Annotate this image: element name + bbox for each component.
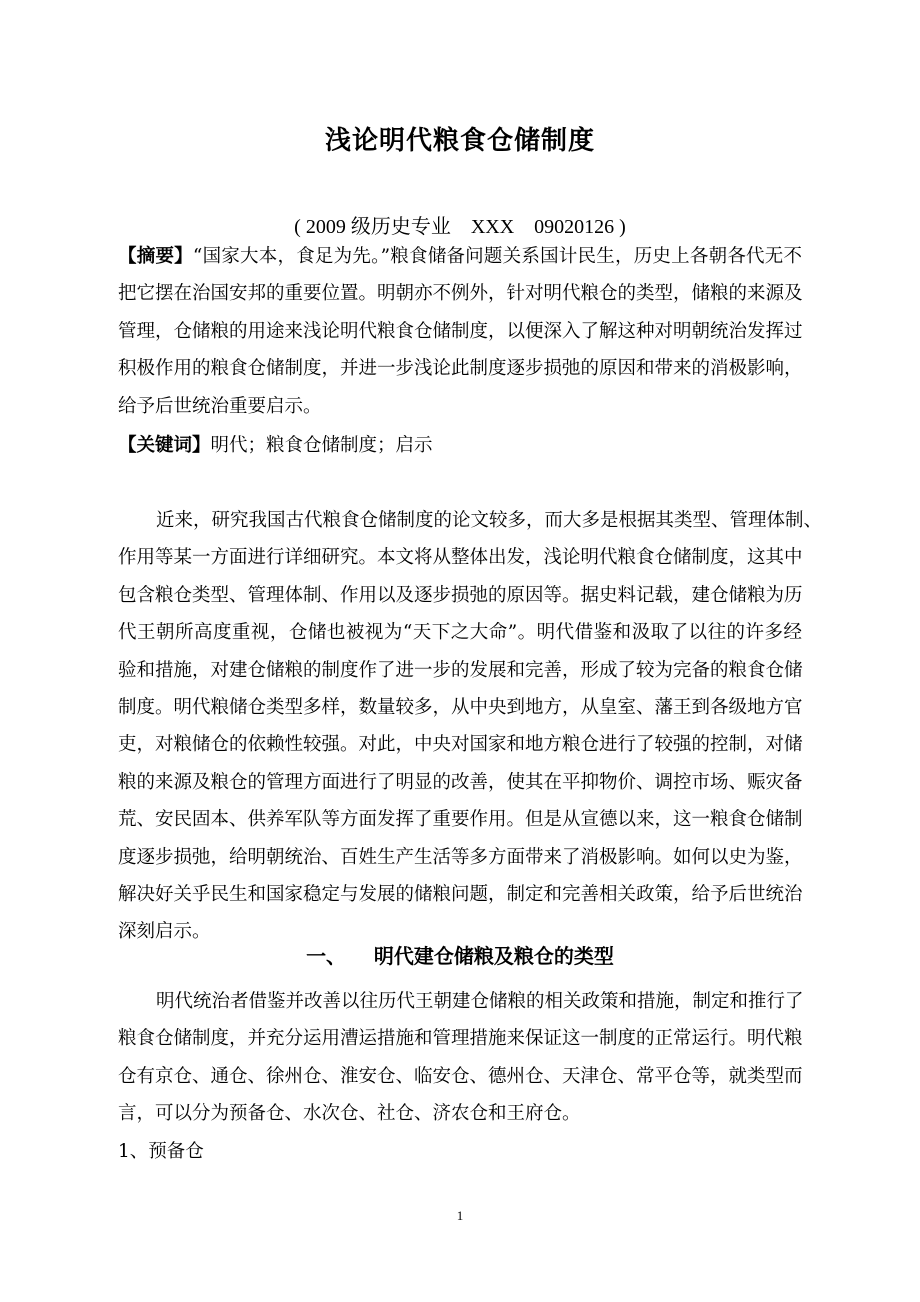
paragraph-line: 荒、安民固本、供养军队等方面发挥了重要作用。但是从宣德以来，这一粮食仓储制 [118, 809, 803, 831]
paragraph-line: 制度。明代粮储仓类型多样，数量较多，从中央到地方，从皇室、藩王到各级地方官 [118, 696, 803, 718]
paragraph-line: 验和措施，对建仓储粮的制度作了进一步的发展和完善，形成了较为完备的粮食仓储 [118, 659, 803, 681]
keywords-text: 明代；粮食仓储制度；启示 [210, 435, 433, 456]
document-title: 浅论明代粮食仓储制度 [324, 126, 595, 156]
section-paragraph [118, 983, 802, 1170]
paragraph-line: 粮食仓储制度，并充分运用漕运措施和管理措施来保证这一制度的正常运行。明代粮 [118, 1028, 803, 1050]
paragraph-line: 吏，对粮储仓的依赖性较强。对此，中央对国家和地方粮仓进行了较强的控制，对储 [118, 734, 803, 756]
keywords-label: 【关键词】 [118, 435, 211, 456]
intro-paragraph [118, 502, 823, 951]
abstract [118, 238, 802, 425]
author-info: ( 2009 级历史专业 XXX 09020126 ) [294, 216, 626, 238]
abstract-line: 积极作用的粮食仓储制度，并进一步浅论此制度逐步损弛的原因和带来的消极影响， [118, 358, 803, 380]
abstract-label: 【摘要】 [118, 246, 193, 267]
subsection-heading: 1、预备仓 [118, 1140, 204, 1162]
paragraph-line: 明代统治者借鉴并改善以往历代王朝建仓储粮的相关政策和措施，制定和推行了 [156, 991, 804, 1012]
paragraph-line: 粮的来源及粮仓的管理方面进行了明显的改善，使其在平抑物价、调控市场、赈灾备 [118, 771, 803, 793]
abstract-line: 给予后世统治重要启示。 [118, 395, 322, 417]
paragraph-line: 深刻启示。 [118, 921, 211, 943]
page-number: 1 [456, 1208, 464, 1223]
paragraph-line: 言，可以分为预备仓、水次仓、社仓、济农仓和王府仓。 [118, 1103, 581, 1125]
abstract-line: 把它摆在治国安邦的重要位置。明朝亦不例外，针对明代粮仓的类型，储粮的来源及 [118, 283, 803, 305]
section-heading: 一、 明代建仓储粮及粮仓的类型 [306, 944, 614, 968]
paragraph-line: 近来，研究我国古代粮食仓储制度的论文较多，而大多是根据其类型、管理体制、 [156, 510, 823, 531]
paragraph-line: 度逐步损弛，给明朝统治、百姓生产生活等多方面带来了消极影响。如何以史为鉴， [118, 846, 803, 868]
abstract-line: “国家大本，食足为先。”粮食储备问题关系国计民生，历史上各朝各代无不 [192, 246, 802, 267]
paragraph-line: 代王朝所高度重视，仓储也被视为“天下之大命”。明代借鉴和汲取了以往的许多经 [118, 622, 802, 644]
paragraph-line: 解决好关乎民生和国家稳定与发展的储粮问题，制定和完善相关政策，给予后世统治 [118, 883, 803, 905]
keywords [118, 427, 802, 464]
paragraph-line: 仓有京仓、通仓、徐州仓、淮安仓、临安仓、德州仓、天津仓、常平仓等，就类型而 [118, 1065, 803, 1087]
paragraph-line: 作用等某一方面进行详细研究。本文将从整体出发，浅论明代粮食仓储制度，这其中 [118, 547, 803, 569]
paragraph-line: 包含粮仓类型、管理体制、作用以及逐步损弛的原因等。据史料记载，建仓储粮为历 [118, 584, 803, 606]
abstract-line: 管理，仓储粮的用途来浅论明代粮食仓储制度，以便深入了解这种对明朝统治发挥过 [118, 320, 803, 342]
